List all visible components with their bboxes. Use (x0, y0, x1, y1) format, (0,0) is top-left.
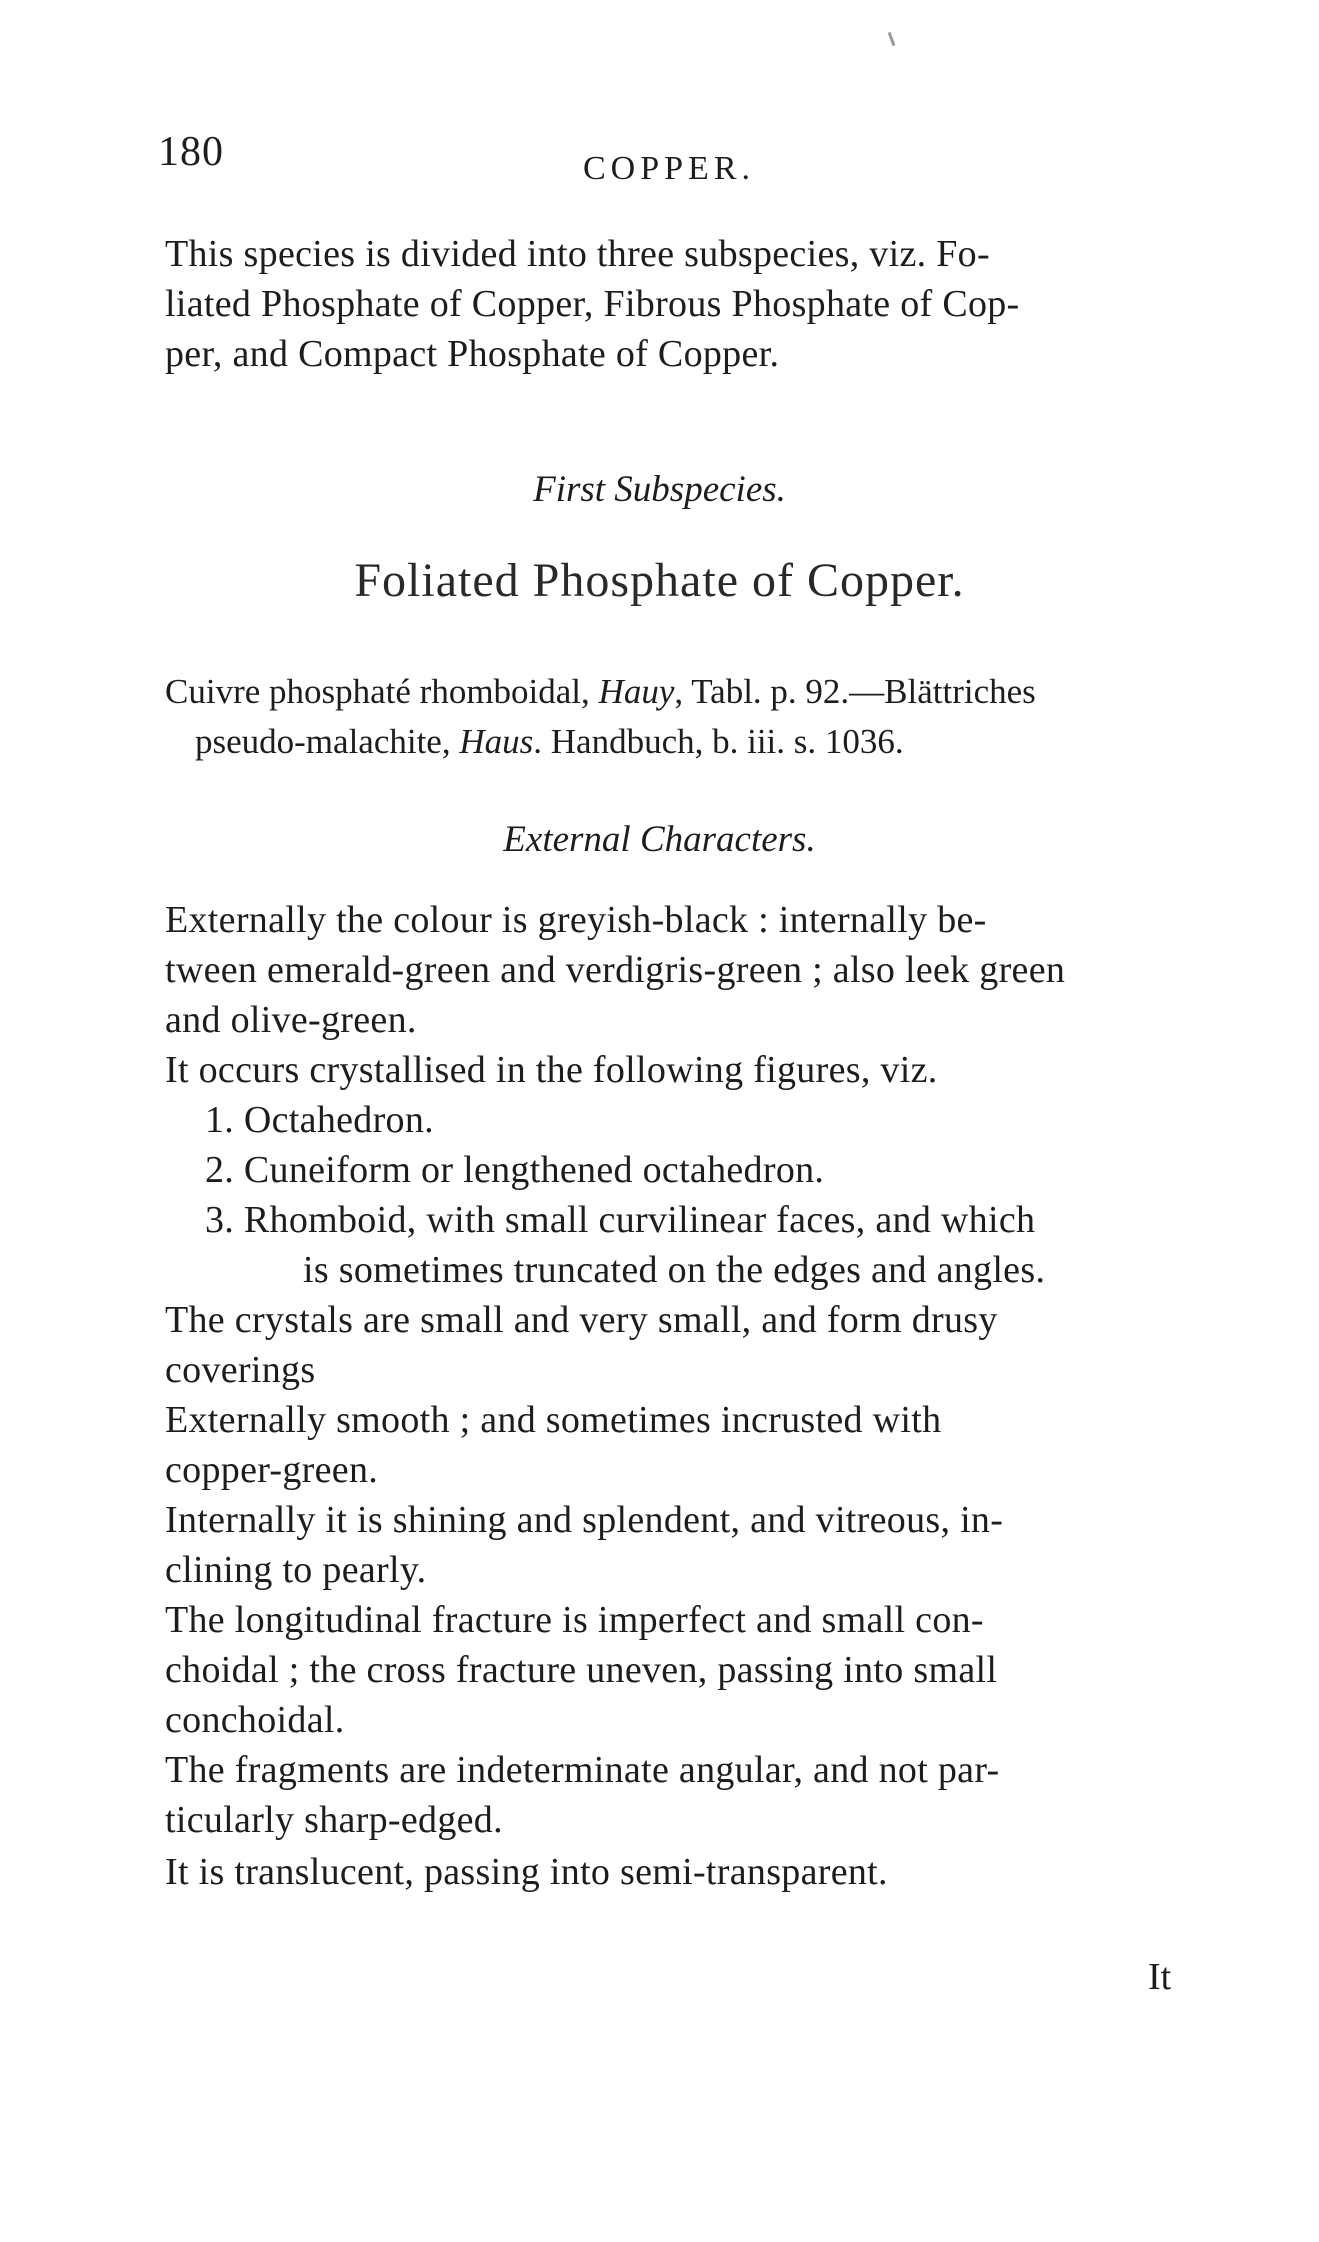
intro-line-1: This species is divided into three subspecies, viz. Fo- (165, 233, 990, 275)
synonym-reference: , Tabl. p. 92.—Blättriches (674, 672, 1036, 711)
text-line: coverings (165, 1349, 316, 1391)
list-item: 1. Octahedron. (205, 1099, 434, 1141)
stray-mark (888, 32, 896, 46)
text-line: It is translucent, passing into semi-transparent. (165, 1851, 888, 1893)
section-heading: External Characters. (503, 819, 816, 860)
text-line: Externally smooth ; and sometimes incrusted with (165, 1399, 942, 1441)
intro-line-3: per, and Compact Phosphate of Copper. (165, 333, 780, 375)
text-line: It occurs crystallised in the following figures, viz. (165, 1049, 938, 1091)
catchword: It (1148, 1956, 1172, 1998)
text-line: Internally it is shining and splendent, and vitreous, in- (165, 1499, 1004, 1541)
text-line: The crystals are small and very small, and form drusy (165, 1299, 998, 1341)
synonym-line-1 (165, 672, 1036, 712)
subspecies-heading: First Subspecies. (533, 469, 786, 510)
text-line: choidal ; the cross fracture uneven, passing into small (165, 1649, 998, 1691)
text-line: copper-green. (165, 1449, 379, 1491)
text-line: The fragments are indeterminate angular, and not par- (165, 1749, 1000, 1791)
author-citation: Haus (459, 722, 534, 761)
text-line: clining to pearly. (165, 1549, 427, 1591)
subspecies-title: Foliated Phosphate of Copper. (354, 554, 965, 607)
list-item-continuation: is sometimes truncated on the edges and angles. (303, 1249, 1046, 1291)
text-line: Externally the colour is greyish-black : internally be- (165, 899, 987, 941)
page-number: 180 (158, 129, 224, 175)
synonym-line-2 (195, 722, 904, 762)
text-line: conchoidal. (165, 1699, 345, 1741)
synonym-reference: . Handbuch, b. iii. s. 1036. (533, 722, 904, 761)
list-item: 2. Cuneiform or lengthened octahedron. (205, 1149, 825, 1191)
text-line: ticularly sharp-edged. (165, 1799, 503, 1841)
author-citation: Hauy (598, 672, 675, 711)
list-item: 3. Rhomboid, with small curvilinear faces, and which (205, 1199, 1036, 1241)
synonym-text: pseudo-malachite, (195, 722, 460, 761)
text-line: tween emerald-green and verdigris-green ; also leek green (165, 949, 1066, 991)
text-line: and olive-green. (165, 999, 417, 1041)
running-title: COPPER. (583, 150, 755, 187)
intro-line-2: liated Phosphate of Copper, Fibrous Phosphate of Cop- (165, 283, 1020, 325)
synonym-text: Cuivre phosphaté rhomboidal, (165, 672, 599, 711)
text-line: The longitudinal fracture is imperfect and small con- (165, 1599, 984, 1641)
